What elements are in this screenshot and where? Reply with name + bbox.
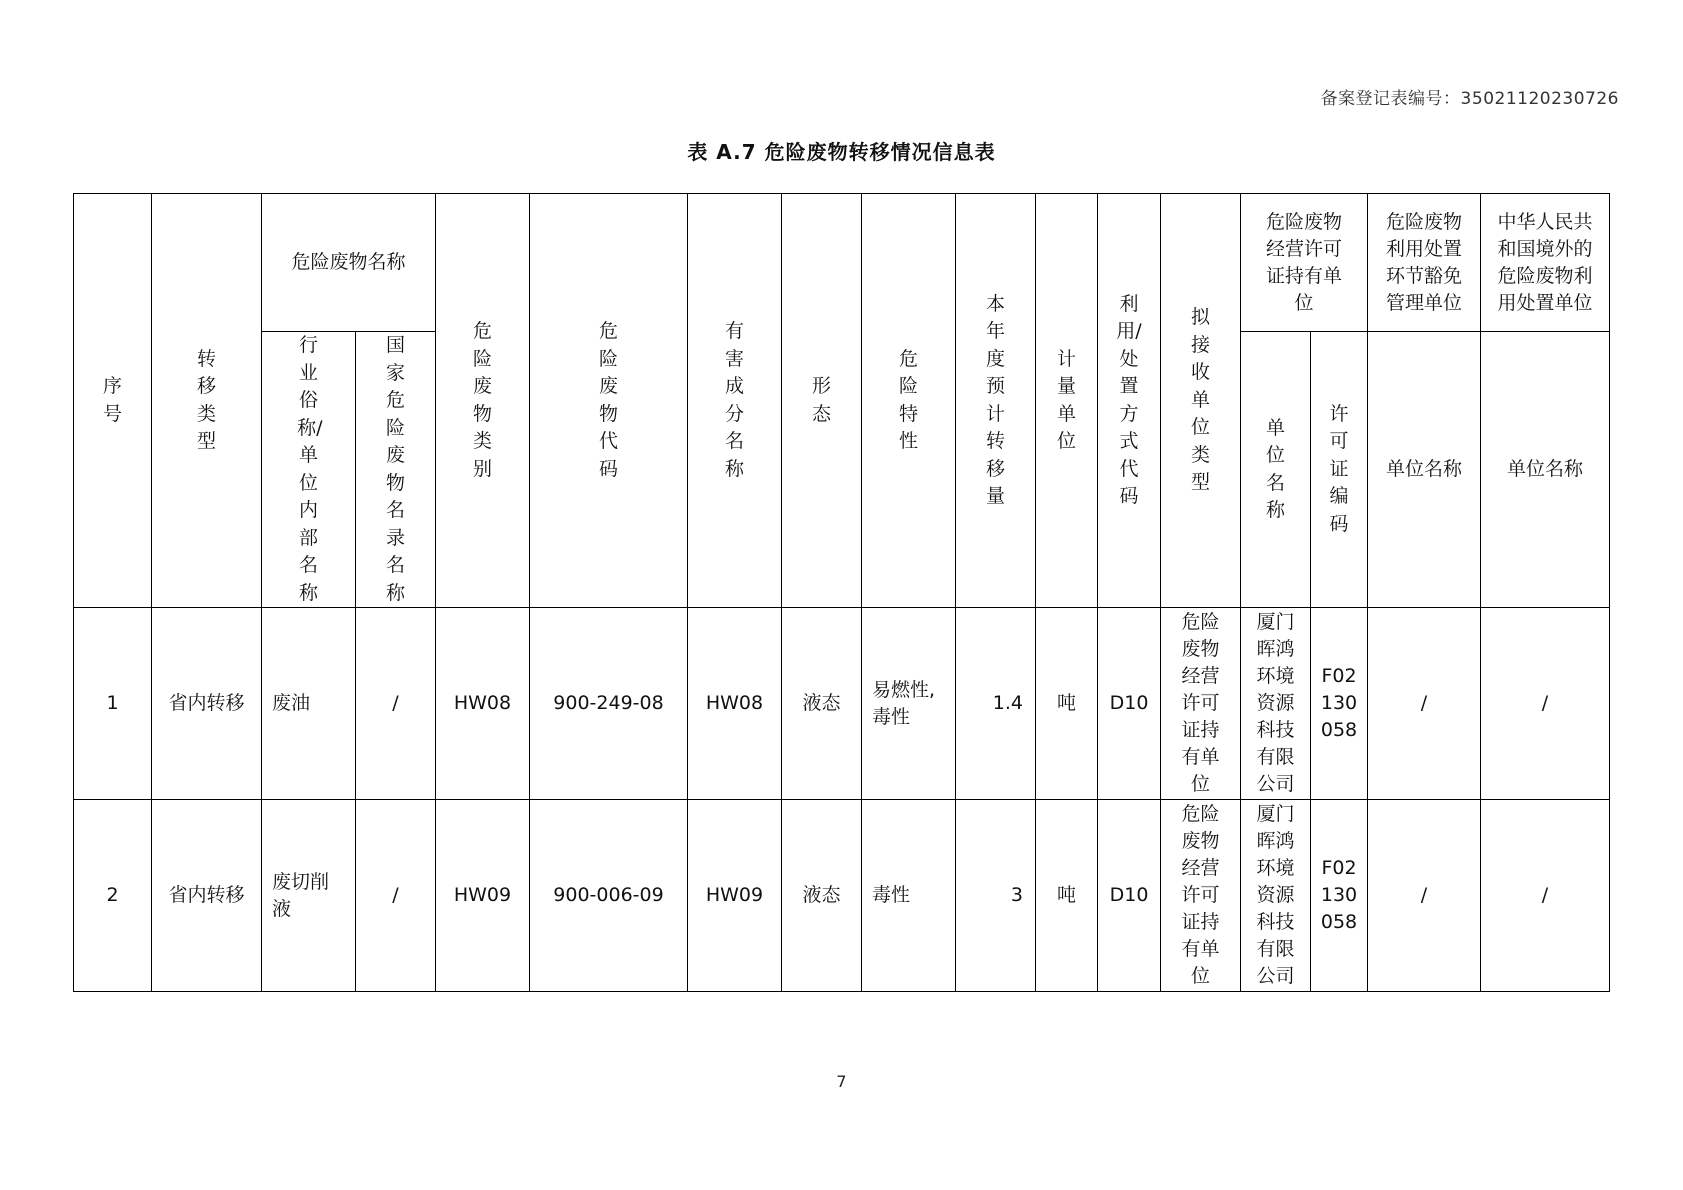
header-disposal-code: 利用/处置方式代码 [1098,194,1161,608]
header-transfer-type: 转移类型 [152,194,262,608]
cell-hazard: 毒性 [862,800,956,992]
header-seq: 序号 [74,194,152,608]
cell-seq: 1 [74,608,152,800]
cell-annual-amount: 3 [956,800,1036,992]
cell-transfer-type: 省内转移 [152,608,262,800]
header-unit-name: 单位名称 [1241,332,1311,608]
cell-overseas-unit-name: / [1481,800,1610,992]
table-row [74,608,1610,800]
cell-license-code: F02130058 [1311,608,1368,800]
cell-transfer-type: 省内转移 [152,800,262,992]
table-title: 表 A.7 危险废物转移情况信息表 [687,140,996,164]
cell-form: 液态 [782,800,862,992]
cell-industry-name: 废油 [262,608,356,800]
header-overseas-unit: 中华人民共和国境外的危险废物利用处置单位 [1481,194,1610,332]
header-waste-code: 危险废物代码 [530,194,688,608]
cell-harmful-component: HW08 [688,608,782,800]
header-form: 形态 [782,194,862,608]
header-exempt-unit-name: 单位名称 [1368,332,1481,608]
header-license-holder: 危险废物经营许可证持有单位 [1241,194,1368,332]
cell-unit-name: 厦门晖鸿环境资源科技有限公司 [1241,800,1311,992]
cell-receiver-type: 危险废物经营许可证持有单位 [1161,800,1241,992]
header-overseas-unit-name: 单位名称 [1481,332,1610,608]
cell-disposal-code: D10 [1098,800,1161,992]
header-license-code: 许可证编码 [1311,332,1368,608]
cell-national-name: / [356,608,436,800]
cell-waste-category: HW09 [436,800,530,992]
cell-hazard: 易燃性,毒性 [862,608,956,800]
page-number: 7 [836,1072,847,1091]
header-harmful-component: 有害成分名称 [688,194,782,608]
header-waste-category: 危险废物类别 [436,194,530,608]
header-unit: 计量单位 [1036,194,1098,608]
cell-waste-category: HW08 [436,608,530,800]
header-waste-name: 危险废物名称 [262,194,436,332]
registration-number: 备案登记表编号：35021120230726 [1320,89,1619,109]
cell-receiver-type: 危险废物经营许可证持有单位 [1161,608,1241,800]
cell-waste-code: 900-249-08 [530,608,688,800]
cell-unit: 吨 [1036,608,1098,800]
cell-form: 液态 [782,608,862,800]
header-annual-amount: 本年度预计转移量 [956,194,1036,608]
cell-seq: 2 [74,800,152,992]
cell-unit-name: 厦门晖鸿环境资源科技有限公司 [1241,608,1311,800]
cell-national-name: / [356,800,436,992]
header-hazard: 危险特性 [862,194,956,608]
cell-annual-amount: 1.4 [956,608,1036,800]
header-receiver-type: 拟接收单位类型 [1161,194,1241,608]
cell-harmful-component: HW09 [688,800,782,992]
table-row [74,800,1610,992]
header-exempt-unit: 危险废物利用处置环节豁免管理单位 [1368,194,1481,332]
header-industry-name: 行业俗称/单位内部名称 [262,332,356,608]
cell-exempt-unit-name: / [1368,608,1481,800]
cell-waste-code: 900-006-09 [530,800,688,992]
cell-industry-name: 废切削液 [262,800,356,992]
cell-overseas-unit-name: / [1481,608,1610,800]
cell-exempt-unit-name: / [1368,800,1481,992]
header-row-1 [74,194,1610,332]
header-national-name: 国家危险废物名录名称 [356,332,436,608]
cell-license-code: F02130058 [1311,800,1368,992]
hazardous-waste-transfer-table [73,193,1610,992]
cell-disposal-code: D10 [1098,608,1161,800]
cell-unit: 吨 [1036,800,1098,992]
